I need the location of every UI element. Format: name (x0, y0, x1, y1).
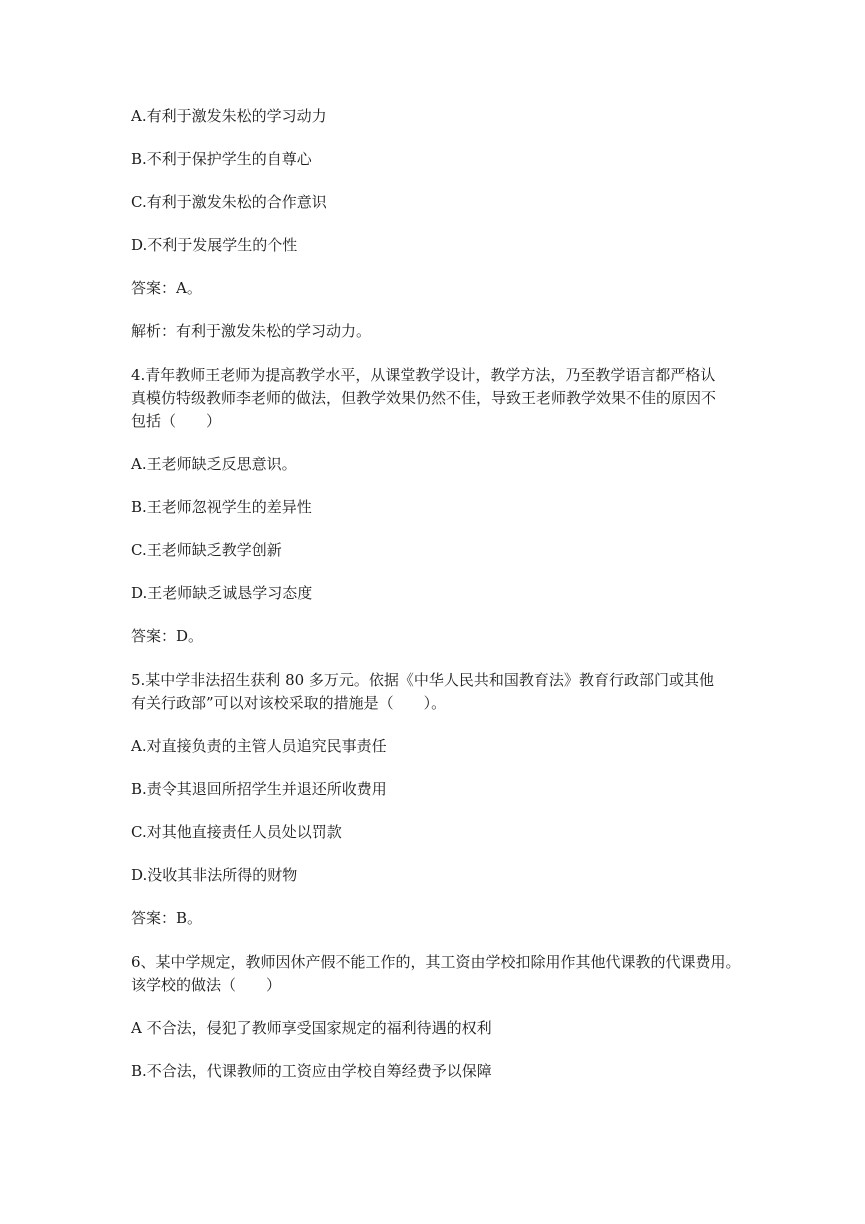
q3-option-b: B.不利于保护学生的自尊心 (131, 150, 312, 168)
q4-stem-line-2: 真模仿特级教师李老师的做法，但教学效果仍然不佳，导致王老师教学效果不佳的原因不 (131, 389, 717, 407)
q5-option-c: C.对其他直接责任人员处以罚款 (131, 823, 342, 841)
q6-option-b: B.不合法，代课教师的工资应由学校自筹经费予以保障 (131, 1062, 492, 1080)
q3-option-c: C.有利于激发朱松的合作意识 (131, 193, 327, 211)
q6-stem-line-1: 6、某中学规定，教师因休产假不能工作的，其工资由学校扣除用作其他代课教的代课费用。 (131, 953, 741, 971)
q4-option-b: B.王老师忽视学生的差异性 (131, 498, 312, 516)
q5-stem-line-2: 有关行政部”可以对该校采取的措施是（ ）。 (131, 694, 447, 712)
q6-option-a: A 不合法，侵犯了教师享受国家规定的福利待遇的权利 (131, 1019, 492, 1037)
q4-option-c: C.王老师缺乏教学创新 (131, 541, 282, 559)
q5-answer: 答案：B。 (131, 909, 203, 927)
q4-option-a: A.王老师缺乏反思意识。 (131, 455, 297, 473)
q3-explanation: 解析：有利于激发朱松的学习动力。 (131, 322, 372, 340)
q3-option-d: D.不利于发展学生的个性 (131, 236, 298, 254)
q5-option-d: D.没收其非法所得的财物 (131, 866, 298, 884)
q4-stem-line-1: 4.青年教师王老师为提高教学水平，从课堂教学设计，教学方法，乃至教学语言都严格认 (131, 366, 716, 384)
q4-option-d: D.王老师缺乏诚恳学习态度 (131, 584, 313, 602)
q5-option-a: A.对直接负责的主管人员追究民事责任 (131, 737, 387, 755)
q5-option-b: B.责令其退回所招学生并退还所收费用 (131, 780, 387, 798)
q3-answer: 答案：A。 (131, 279, 202, 297)
q5-stem-line-1: 5.某中学非法招生获利 80 多万元。依据《中华人民共和国教育法》教育行政部门或其他 (131, 671, 714, 689)
q4-answer: 答案：D。 (131, 627, 204, 645)
q3-option-a: A.有利于激发朱松的学习动力 (131, 107, 327, 125)
q6-stem-line-2: 该学校的做法（ ） (131, 976, 282, 994)
q4-stem-line-3: 包括（ ） (131, 412, 222, 430)
